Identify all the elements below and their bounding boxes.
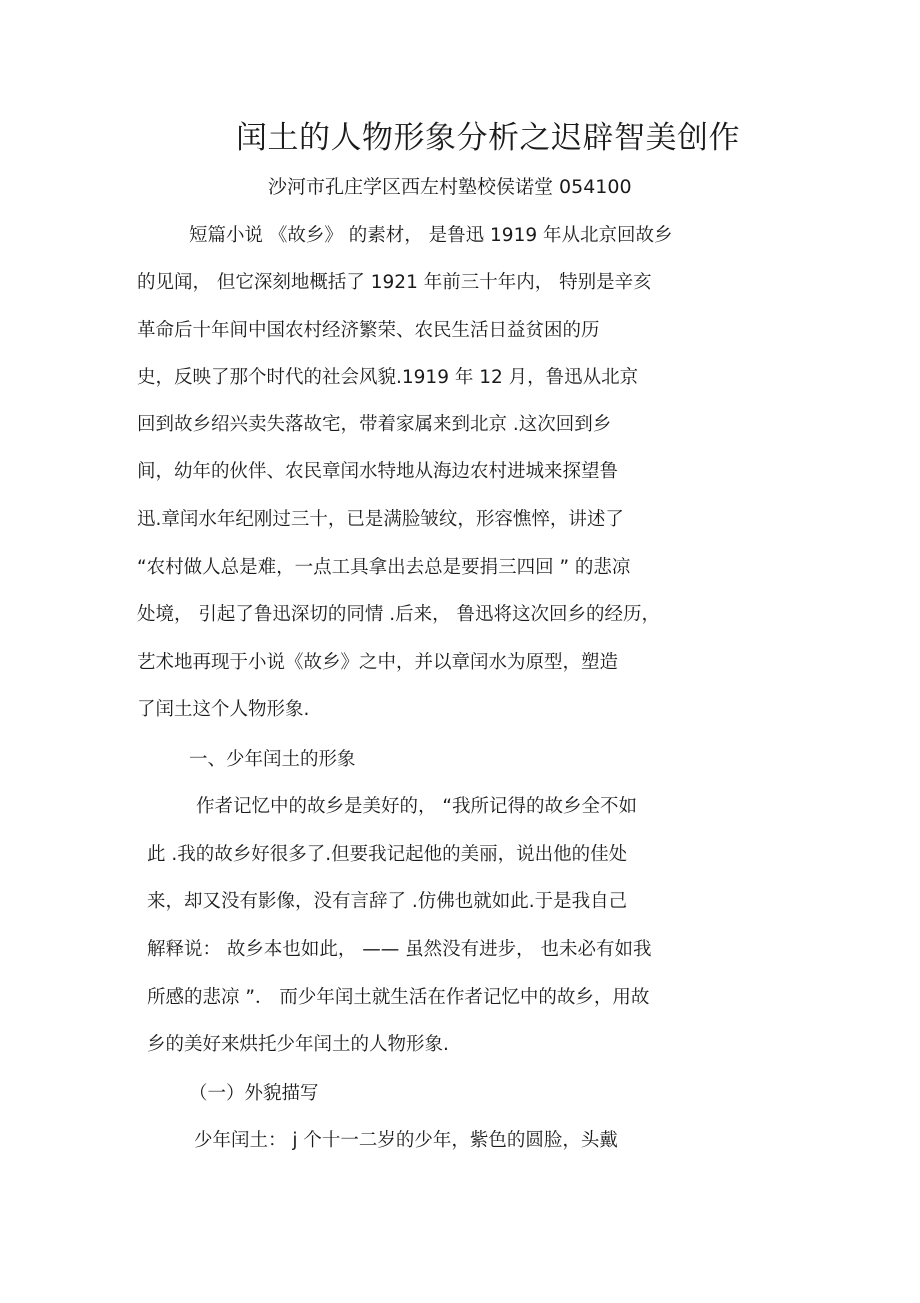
paragraph-line: 迅.章闰水年纪刚过三十，已是满脸皱纹，形容憔悴，讲述了	[137, 509, 624, 530]
paragraph-line: 解释说： 故乡本也如此， —— 虽然没有进步， 也未必有如我	[147, 939, 652, 960]
paragraph-line: 史，反映了那个时代的社会风貌.1919 年 12 月，鲁迅从北京	[137, 367, 639, 388]
paragraph-line: 回到故乡绍兴卖失落故宅，带着家属来到北京 .这次回到乡	[137, 414, 612, 435]
paragraph-line: 少年闰土： j 个十一二岁的少年，紫色的圆脸，头戴	[194, 1130, 618, 1151]
paragraph-line: 乡的美好来烘托少年闰土的人物形象.	[147, 1034, 449, 1055]
author-line: 沙河市孔庄学区西左村塾校侯诺堂 054100	[268, 176, 632, 198]
paragraph-line: 来，却又没有影像，没有言辞了 .仿佛也就如此.于是我自己	[147, 891, 628, 912]
paragraph-line: 处境， 引起了鲁迅深切的同情 .后来， 鲁迅将这次回乡的经历，	[137, 604, 661, 625]
paragraph-line: “农村做人总是难，一点工具拿出去总是要捐三四回 ” 的悲凉	[137, 557, 631, 578]
paragraph-line: 艺术地再现于小说《故乡》之中，并以章闰水为原型，塑造	[137, 652, 619, 673]
paragraph-line: 此 .我的故乡好很多了.但要我记起他的美丽，说出他的佳处	[147, 844, 628, 865]
section-heading: 一、少年闰土的形象	[189, 749, 356, 770]
paragraph-line: 的见闻， 但它深刻地概括了 1921 年前三十年内， 特别是辛亥	[137, 272, 652, 293]
paragraph-line: 间，幼年的伙伴、农民章闰水特地从海边农村进城来探望鲁	[137, 461, 619, 482]
paragraph-line: 了闰土这个人物形象.	[137, 699, 310, 720]
paragraph-line: 短篇小说 《故乡》 的素材， 是鲁迅 1919 年从北京回故乡	[189, 225, 673, 246]
paragraph-line: 作者记忆中的故乡是美好的， “我所记得的故乡全不如	[196, 796, 637, 817]
document-title: 闰土的人物形象分析之迟辟智美创作	[236, 120, 740, 156]
subsection-heading: （一）外貌描写	[189, 1083, 319, 1104]
paragraph-line: 所感的悲凉 ”． 而少年闰土就生活在作者记忆中的故乡，用故	[147, 987, 650, 1008]
paragraph-line: 革命后十年间中国农村经济繁荣、农民生活日益贫困的历	[137, 320, 600, 341]
